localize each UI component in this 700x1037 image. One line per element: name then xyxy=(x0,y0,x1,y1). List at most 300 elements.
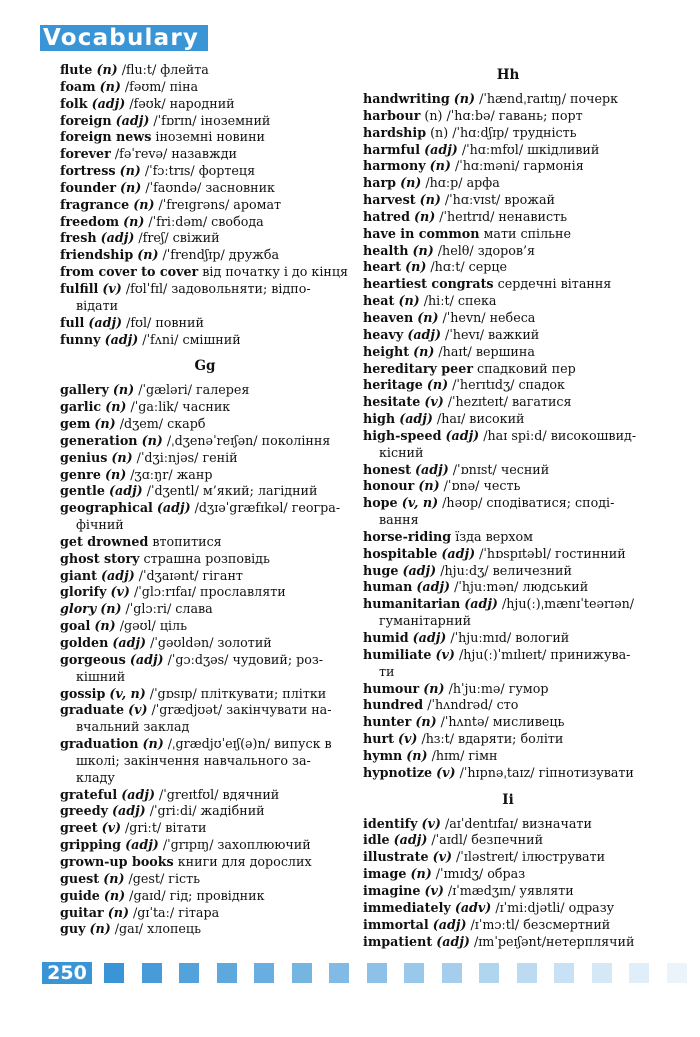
section-heading: Ii xyxy=(502,791,514,808)
definition: /haɪ/ високий xyxy=(432,411,525,427)
part-of-speech: (adj) xyxy=(424,141,458,157)
headword: hypnotize xyxy=(363,764,433,780)
part-of-speech: (adj) xyxy=(88,314,123,330)
definition: /gɪˈtaː/ гітара xyxy=(128,904,220,920)
entry-continuation xyxy=(363,445,653,462)
footer-decor-square xyxy=(104,963,124,983)
section-heading: Gg xyxy=(194,358,216,375)
vocab-entry xyxy=(363,209,653,226)
definition: фічний xyxy=(76,517,124,533)
definition: /ˈɪmɪdʒ/ образ xyxy=(431,866,526,882)
headword: gripping xyxy=(60,837,122,853)
definition: /ˈhevɪ/ важкий xyxy=(441,326,540,342)
definition: /ʒɑːŋr/ жанр xyxy=(126,466,213,482)
part-of-speech: (n) xyxy=(100,601,122,617)
definition: кішний xyxy=(76,668,126,684)
definition: відати xyxy=(76,297,119,313)
footer-decor-square xyxy=(667,963,687,983)
headword: greedy xyxy=(60,803,108,819)
definition: /ˈaɪdl/ безпечний xyxy=(427,832,544,848)
headword: imagine xyxy=(363,882,421,898)
definition: /ˈgɒsɪp/ пліткувати; плітки xyxy=(145,685,327,701)
vocab-entry xyxy=(363,883,653,900)
part-of-speech: (v, n) xyxy=(109,685,146,701)
entry-continuation xyxy=(363,512,653,529)
definition: /gest/ гість xyxy=(124,870,201,886)
vocab-entry xyxy=(363,158,653,175)
headword: height xyxy=(363,343,410,359)
definition: /ˈgɔːdʒəs/ чудовий; роз- xyxy=(163,651,324,667)
definition: /ˈgəʊldən/ золотий xyxy=(146,635,272,650)
vocab-entry xyxy=(60,584,350,601)
vocab-entry xyxy=(363,900,653,917)
part-of-speech: (adj) xyxy=(108,483,143,499)
part-of-speech: (adj) xyxy=(445,427,480,443)
footer-decor-square xyxy=(517,963,537,983)
headword: fragrance xyxy=(60,196,130,212)
headword: from cover to cover xyxy=(60,264,199,280)
headword: immediately xyxy=(363,899,451,915)
part-of-speech: (v) xyxy=(432,849,452,865)
footer-decor-square xyxy=(442,963,462,983)
vocab-entry xyxy=(60,871,350,888)
part-of-speech: (adj) xyxy=(112,635,147,650)
vocab-entry xyxy=(60,113,350,130)
part-of-speech: (adj) xyxy=(115,112,150,128)
definition: страшна розповідь xyxy=(139,550,270,566)
part-of-speech: (adj) xyxy=(412,630,447,645)
headword: have in common xyxy=(363,225,480,241)
vocab-entry xyxy=(363,546,653,563)
vocab-entry xyxy=(60,483,350,500)
part-of-speech: (n) xyxy=(99,78,121,94)
definition: /ˈhjuːmɪd/ вологий xyxy=(446,630,570,645)
part-of-speech: (n) xyxy=(133,196,155,212)
part-of-speech: (n) xyxy=(137,247,159,263)
definition: мати спільне xyxy=(479,225,572,241)
part-of-speech: (adj) xyxy=(415,461,449,477)
headword: get drowned xyxy=(60,533,149,549)
definition: /ˈgaːlik/ часник xyxy=(126,399,231,415)
definition: кладу xyxy=(76,769,115,785)
headword: gentle xyxy=(60,483,105,499)
headword: human xyxy=(363,579,413,595)
headword: horse-riding xyxy=(363,528,452,544)
part-of-speech: (n) xyxy=(142,736,164,752)
vocab-entry xyxy=(363,91,653,108)
headword: ghost story xyxy=(60,550,140,566)
definition: /ɪˈmɔːtl/ безсмертний xyxy=(466,916,611,932)
headword: graduate xyxy=(60,702,125,718)
definition: /ˈfrendʃɪp/ дружба xyxy=(158,247,280,263)
vocab-entry xyxy=(60,416,350,433)
definition: /gaɪd/ гід; провідник xyxy=(125,887,265,903)
vocab-entry xyxy=(363,731,653,748)
definition: /ˈfreɪgrəns/ аромат xyxy=(154,196,282,212)
vocab-entry xyxy=(60,433,350,450)
definition: /ˈhjuːmən/ людський xyxy=(450,579,589,595)
headword: image xyxy=(363,866,407,882)
part-of-speech: (n) xyxy=(141,432,163,448)
entry-continuation xyxy=(60,753,350,770)
definition: книги для дорослих xyxy=(173,853,312,869)
headword: hospitable xyxy=(363,545,438,561)
definition: /ɪmˈpeɪʃənt/нетерплячий xyxy=(469,933,635,949)
vocab-entry xyxy=(363,596,653,613)
section-heading: Hh xyxy=(496,67,520,83)
vocab-entry xyxy=(60,180,350,197)
vocab-entry xyxy=(363,697,653,714)
part-of-speech: (n) xyxy=(417,309,439,325)
headword: generation xyxy=(60,432,138,448)
headword: hundred xyxy=(363,697,424,713)
definition: спадковий пер xyxy=(473,360,576,376)
part-of-speech: (adv) xyxy=(454,899,492,915)
headword: golden xyxy=(60,635,109,650)
part-of-speech: (n) xyxy=(406,747,428,763)
part-of-speech: (n) xyxy=(89,921,111,937)
headword: forever xyxy=(60,146,111,162)
vocab-entry xyxy=(363,428,653,445)
definition: /hju(ː)ˈmɪlɪeɪt/ принижува- xyxy=(454,646,631,662)
headword: grown-up books xyxy=(60,853,174,869)
definition: /hɑːp/ арфа xyxy=(421,175,500,191)
definition: /griːt/ вітати xyxy=(121,820,207,836)
vocab-entry xyxy=(363,192,653,209)
definition: /ˈhɑːməni/ гармонія xyxy=(450,158,584,174)
vocab-entry xyxy=(60,820,350,837)
definition: /ˈhʌntə/ мисливець xyxy=(436,714,565,730)
definition: /hˈjuːmə/ гумор xyxy=(444,680,549,696)
definition: /haɪt/ вершина xyxy=(434,343,535,359)
headword: harmful xyxy=(363,141,421,157)
footer-decor-square xyxy=(554,963,574,983)
headword: freedom xyxy=(60,213,120,229)
vocab-entry xyxy=(363,243,653,260)
vocab-entry xyxy=(60,837,350,854)
headword: gorgeous xyxy=(60,651,126,667)
entry-continuation xyxy=(60,669,350,686)
vocab-entry xyxy=(60,803,350,820)
headword: guest xyxy=(60,870,100,886)
vocab-entry xyxy=(60,281,350,298)
vocab-entry xyxy=(60,568,350,585)
headword: health xyxy=(363,242,409,258)
entry-continuation xyxy=(60,298,350,315)
headword: goal xyxy=(60,618,91,634)
definition: /ˈhevn/ небеса xyxy=(438,309,536,325)
part-of-speech: (n) xyxy=(123,213,145,229)
footer-decor-square xyxy=(292,963,312,983)
definition: /ˈhʌndrəd/ сто xyxy=(423,697,519,713)
headword: folk xyxy=(60,95,88,111)
headword: humanitarian xyxy=(363,596,461,612)
vocab-entry xyxy=(60,197,350,214)
definition: сердечні вітання xyxy=(493,276,612,292)
part-of-speech: (n) xyxy=(94,416,116,432)
definition: /ˈɪləstreɪt/ ілюструвати xyxy=(451,849,606,865)
definition: /hɜːt/ вдаряти; боліти xyxy=(417,731,564,747)
part-of-speech: (v) xyxy=(110,584,130,600)
headword: heart xyxy=(363,259,402,275)
definition: від початку і до кінця xyxy=(198,264,349,280)
definition: /fʊl/ повний xyxy=(122,314,204,330)
headword: guy xyxy=(60,921,86,937)
definition: /ˈgreɪtfʊl/ вдячний xyxy=(154,786,280,802)
definition: /ˈfɒrɪn/ іноземний xyxy=(149,112,271,128)
part-of-speech: (n) xyxy=(430,124,449,140)
right-column xyxy=(363,65,653,950)
part-of-speech: (adj) xyxy=(112,803,146,819)
vocab-entry xyxy=(60,230,350,247)
headword: foreign xyxy=(60,112,112,128)
part-of-speech: (adj) xyxy=(129,651,164,667)
definition: іноземні новини xyxy=(151,129,266,145)
part-of-speech: (adj) xyxy=(464,596,498,612)
definition: /hɪm/ гімн xyxy=(427,747,498,763)
part-of-speech: (n) xyxy=(413,208,436,224)
definition: /ˈɒnɪst/ чесний xyxy=(448,461,550,477)
vocab-entry xyxy=(363,866,653,883)
headword: gem xyxy=(60,416,91,432)
definition: /helθ/ здоров’я xyxy=(433,242,536,258)
entry-continuation xyxy=(363,664,653,681)
headword: heaven xyxy=(363,309,414,325)
definition: /ˈhɒspɪtəbl/ гостинний xyxy=(475,545,626,561)
vocab-entry xyxy=(363,142,653,159)
headword: guide xyxy=(60,887,100,903)
vocab-entry xyxy=(60,79,350,96)
definition: /freʃ/ свіжий xyxy=(134,230,220,246)
part-of-speech: (adj) xyxy=(156,500,191,516)
headword: honour xyxy=(363,478,415,494)
part-of-speech: (n) xyxy=(120,179,142,195)
footer-decor-square xyxy=(142,963,162,983)
part-of-speech: (n) xyxy=(111,449,133,465)
headword: glorify xyxy=(60,584,107,600)
definition: /fəʊk/ народний xyxy=(125,95,235,111)
footer-decor-square xyxy=(479,963,499,983)
footer-decor-square xyxy=(217,963,237,983)
headword: harmony xyxy=(363,158,426,174)
part-of-speech: (adj) xyxy=(91,95,126,111)
vocab-entry xyxy=(363,647,653,664)
headword: harvest xyxy=(363,192,416,208)
part-of-speech: (n) xyxy=(94,618,116,634)
definition: /hjuːdʒ/ величезний xyxy=(436,562,572,578)
definition: /ˈhezɪteɪt/ вагатися xyxy=(443,394,572,410)
definition: /haɪ spiːd/ високошвид- xyxy=(479,427,637,443)
vocab-entry xyxy=(60,686,350,703)
headword: flute xyxy=(60,62,93,77)
part-of-speech: (adj) xyxy=(416,579,451,595)
definition: /ˈherɪtɪdʒ/ спадок xyxy=(448,377,565,393)
vocab-entry xyxy=(363,327,653,344)
vocab-entry xyxy=(363,175,653,192)
definition: ти xyxy=(379,663,395,679)
vocab-entry xyxy=(60,450,350,467)
headword: huge xyxy=(363,562,399,578)
vocab-entry xyxy=(60,652,350,669)
headword: impatient xyxy=(363,933,433,949)
headword: idle xyxy=(363,832,390,848)
part-of-speech: (n) xyxy=(429,158,451,174)
definition: /fəˈrevə/ назавжди xyxy=(110,146,237,162)
vocab-entry xyxy=(363,579,653,596)
part-of-speech: (n) xyxy=(453,91,476,106)
footer-decor-square xyxy=(179,963,199,983)
part-of-speech: (adj) xyxy=(393,832,428,848)
headword: high-speed xyxy=(363,427,442,443)
vocab-entry xyxy=(363,816,653,833)
left-column xyxy=(60,62,350,938)
vocab-entry xyxy=(363,462,653,479)
definition: /hju(ː)ˌmænɪˈteərɪən/ xyxy=(497,596,635,612)
headword: hunter xyxy=(363,714,412,730)
definition: вчальний заклад xyxy=(76,719,190,735)
headword: geographical xyxy=(60,500,153,516)
headword: full xyxy=(60,314,85,330)
part-of-speech: (adj) xyxy=(407,326,442,342)
definition: /ˈglɔːrɪfaɪ/ прославляти xyxy=(129,584,286,600)
definition: /gəʊl/ ціль xyxy=(115,618,188,634)
vocab-entry xyxy=(60,214,350,231)
part-of-speech: (n) xyxy=(424,107,443,123)
part-of-speech: (v) xyxy=(398,731,418,747)
vocab-entry xyxy=(363,411,653,428)
headword: gallery xyxy=(60,382,109,398)
part-of-speech: (adj) xyxy=(399,411,433,427)
vocab-entry xyxy=(363,108,653,125)
header xyxy=(40,25,208,51)
vocab-entry xyxy=(60,247,350,264)
part-of-speech: (adj) xyxy=(101,567,135,583)
footer xyxy=(42,962,697,984)
vocab-entry xyxy=(363,293,653,310)
headword: humiliate xyxy=(363,646,432,662)
definition: /ˈheɪtrɪd/ ненависть xyxy=(435,208,568,224)
vocab-entry xyxy=(363,377,653,394)
definition: /ˈdʒiːnjəs/ геній xyxy=(132,449,238,465)
definition: /dʒɪəˈgræfɪkəl/ геогра- xyxy=(190,500,341,516)
vocab-entry xyxy=(363,630,653,647)
definition: їзда верхом xyxy=(451,528,534,544)
part-of-speech: (n) xyxy=(96,62,118,77)
part-of-speech: (adj) xyxy=(104,331,139,347)
definition: /ˈfriːdəm/ свобода xyxy=(144,213,264,229)
definition: школі; закінчення навчального за- xyxy=(76,752,311,768)
part-of-speech: (adj) xyxy=(441,545,476,561)
headword: genre xyxy=(60,466,101,482)
part-of-speech: (n) xyxy=(426,377,449,393)
part-of-speech: (n) xyxy=(412,242,434,258)
definition: /ˈglɔːri/ слава xyxy=(121,601,213,617)
vocab-entry xyxy=(363,748,653,765)
vocab-entry xyxy=(363,361,653,378)
definition: втопитися xyxy=(148,533,222,549)
vocab-entry xyxy=(363,681,653,698)
part-of-speech: (n) xyxy=(119,163,141,179)
headword: hardship xyxy=(363,124,427,140)
definition: /həʊp/ сподіватися; сподi- xyxy=(438,495,615,511)
vocab-entry xyxy=(60,146,350,163)
definition: /ˌdʒenəˈreɪʃən/ покоління xyxy=(162,432,331,448)
definition: /fəʊm/ піна xyxy=(120,78,199,94)
definition: /ˈhɪpnəˌtaɪz/ гіпнотизувати xyxy=(455,764,634,780)
headword: foam xyxy=(60,78,96,94)
vocab-entry xyxy=(60,467,350,484)
part-of-speech: (n) xyxy=(400,175,422,191)
headword: immortal xyxy=(363,916,429,932)
headword: hope xyxy=(363,495,398,511)
vocab-entry xyxy=(60,163,350,180)
definition: гуманітарний xyxy=(379,613,472,629)
vocab-entry xyxy=(60,534,350,551)
definition: /gaɪ/ хлопець xyxy=(110,921,201,937)
headword: friendship xyxy=(60,247,134,263)
entry-continuation xyxy=(363,613,653,630)
part-of-speech: (n) xyxy=(105,399,127,415)
headword: greet xyxy=(60,820,98,836)
definition: /ˈfaʊndə/ засновник xyxy=(141,179,275,195)
vocab-entry xyxy=(60,702,350,719)
vocab-entry xyxy=(60,315,350,332)
vocab-entry xyxy=(363,934,653,951)
headword: guitar xyxy=(60,904,104,920)
part-of-speech: (adj) xyxy=(100,230,135,246)
definition: /ˈfʌni/ смішний xyxy=(138,331,241,347)
footer-decor-square xyxy=(404,963,424,983)
headword: garlic xyxy=(60,399,102,415)
vocab-entry xyxy=(60,500,350,517)
vocab-entry xyxy=(60,382,350,399)
part-of-speech: (n) xyxy=(413,343,435,359)
part-of-speech: (n) xyxy=(112,382,135,398)
definition: /ˈdʒentl/ м’який; лагідний xyxy=(142,483,318,499)
headword: gossip xyxy=(60,685,106,701)
part-of-speech: (adj) xyxy=(436,933,470,949)
headword: handwriting xyxy=(363,91,450,106)
vocab-entry xyxy=(363,832,653,849)
part-of-speech: (v) xyxy=(436,764,456,780)
headword: hesitate xyxy=(363,394,421,410)
headword: harp xyxy=(363,175,397,191)
vocab-entry xyxy=(60,601,350,618)
part-of-speech: (v) xyxy=(421,815,441,831)
part-of-speech: (n) xyxy=(423,680,445,696)
vocab-entry xyxy=(60,787,350,804)
headword: humid xyxy=(363,630,409,645)
definition: /ɪˈmædʒɪn/ уявляти xyxy=(443,882,574,898)
vocab-entry xyxy=(363,310,653,327)
definition: кісний xyxy=(379,444,424,460)
vocab-entry xyxy=(60,905,350,922)
footer-decor-square xyxy=(592,963,612,983)
headword: fresh xyxy=(60,230,97,246)
vocab-entry xyxy=(363,344,653,361)
part-of-speech: (v) xyxy=(424,882,444,898)
part-of-speech: (adj) xyxy=(402,562,437,578)
part-of-speech: (n) xyxy=(104,466,127,482)
vocab-entry xyxy=(363,529,653,546)
vocab-entry xyxy=(60,96,350,113)
vocab-entry xyxy=(60,888,350,905)
headword: fortress xyxy=(60,163,116,179)
page-title: Vocabulary xyxy=(43,25,200,51)
definition: /ɪˈmiːdjətli/ одразу xyxy=(491,899,615,915)
definition: вання xyxy=(379,512,419,528)
headword: humour xyxy=(363,680,420,696)
